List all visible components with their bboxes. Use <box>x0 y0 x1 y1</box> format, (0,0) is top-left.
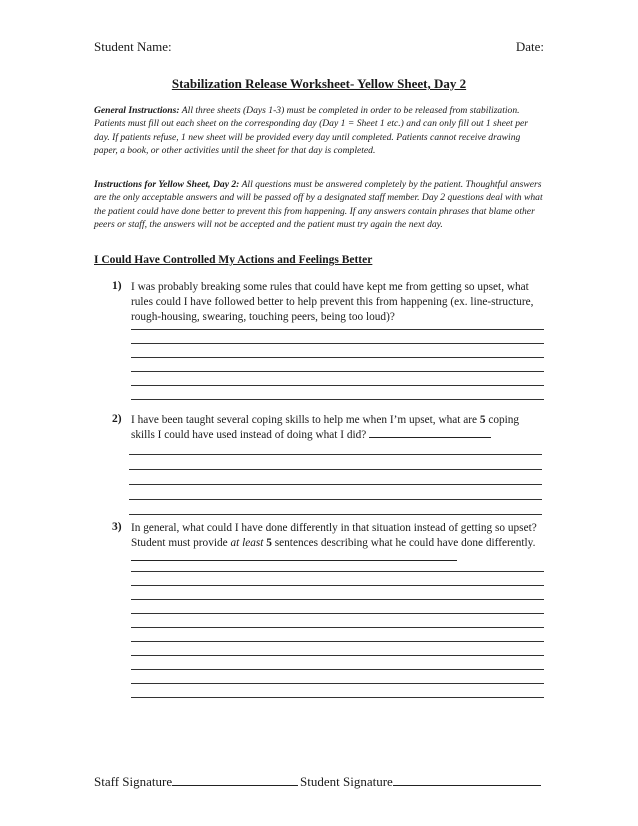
question-2-text <box>131 413 541 443</box>
answer-line[interactable] <box>131 399 544 400</box>
student-signature <box>300 774 541 790</box>
answer-line[interactable] <box>131 343 544 344</box>
question-3-count: 5 <box>266 537 272 549</box>
general-instructions <box>94 104 544 158</box>
student-name-label: Student Name: <box>94 39 172 54</box>
answer-line[interactable] <box>131 683 544 684</box>
question-3-text-b: sentences describing what he could have done differently. <box>271 537 536 549</box>
answer-line[interactable] <box>131 571 544 572</box>
answer-line[interactable] <box>129 514 542 515</box>
worksheet-title: Stabilization Release Worksheet- Yellow Sheet, Day 2 <box>171 76 467 91</box>
staff-signature-label: Staff Signature <box>94 774 173 789</box>
answer-line[interactable] <box>131 627 544 628</box>
yellow-instructions-text: All questions must be answered completely by the patient. Thoughtful answers are the only acceptable answers and will be passed off by a designated staff member. Day 2 questions deal with what the patient could have done better to prevent this from happening. If any answers contain phrases that blame other peers or staff, the answers will not be accepted and the patient must try again the next day. <box>94 179 543 231</box>
answer-line[interactable] <box>129 499 542 500</box>
general-instructions-label: General Instructions: <box>94 105 180 116</box>
answer-line[interactable] <box>131 613 544 614</box>
question-2-count: 5 <box>479 414 486 426</box>
yellow-sheet-instructions <box>94 178 544 232</box>
answer-line[interactable] <box>131 641 544 642</box>
section-heading: I Could Have Controlled My Actions and Feelings Better <box>94 254 373 266</box>
staff-signature <box>94 774 298 790</box>
yellow-instructions-label: Instructions for Yellow Sheet, Day 2: <box>94 179 240 190</box>
question-3-text-a: In general, what could I have done differently in that situation instead of getting so upset? Student must provide <box>131 522 537 549</box>
question-2-text-b: coping skills I could have used instead of doing what I did? <box>131 414 520 441</box>
student-signature-label: Student Signature <box>300 774 393 789</box>
answer-line[interactable] <box>129 469 542 470</box>
question-2-text-a: I have been taught several coping skills to help me when I’m upset, what are <box>131 414 480 426</box>
answer-line[interactable] <box>129 484 542 485</box>
answer-line[interactable] <box>131 669 544 670</box>
answer-line[interactable] <box>131 385 544 386</box>
answer-line[interactable] <box>129 454 542 455</box>
answer-line[interactable] <box>131 357 544 358</box>
question-3-number: 3) <box>112 521 122 533</box>
answer-line[interactable] <box>131 655 544 656</box>
student-signature-field[interactable] <box>393 774 541 786</box>
date-label: Date: <box>515 39 544 54</box>
question-3-text <box>131 521 541 566</box>
question-2-number: 2) <box>112 413 122 425</box>
staff-signature-field[interactable] <box>172 774 298 786</box>
question-1-text: I was probably breaking some rules that could have kept me from getting so upset, what rules could I have followed better to help prevent this from happening (ex. line-structure, rough-housing, swearing, touching peers, being too loud)? <box>131 281 534 323</box>
general-instructions-text: All three sheets (Days 1-3) must be completed in order to be released from stabilization. Patients must fill out each sheet on the corresponding day (Day 1 = Sheet 1 etc.) and can only fill out 1 sheet per day. If patients refuse, 1 new sheet will be provided every day until completed. Patients cannot receive drawing paper, a book, or other activities until the sheet for that day is completed. <box>94 105 529 157</box>
question-2-inline-blank[interactable] <box>369 428 491 438</box>
answer-line[interactable] <box>131 697 544 698</box>
answer-line[interactable] <box>131 599 544 600</box>
answer-line[interactable] <box>131 585 544 586</box>
question-1-number: 1) <box>112 280 122 292</box>
question-3-inline-blank[interactable] <box>131 551 457 561</box>
answer-line[interactable] <box>131 329 544 330</box>
answer-line[interactable] <box>131 371 544 372</box>
question-3-emphasis: at least <box>230 537 264 549</box>
